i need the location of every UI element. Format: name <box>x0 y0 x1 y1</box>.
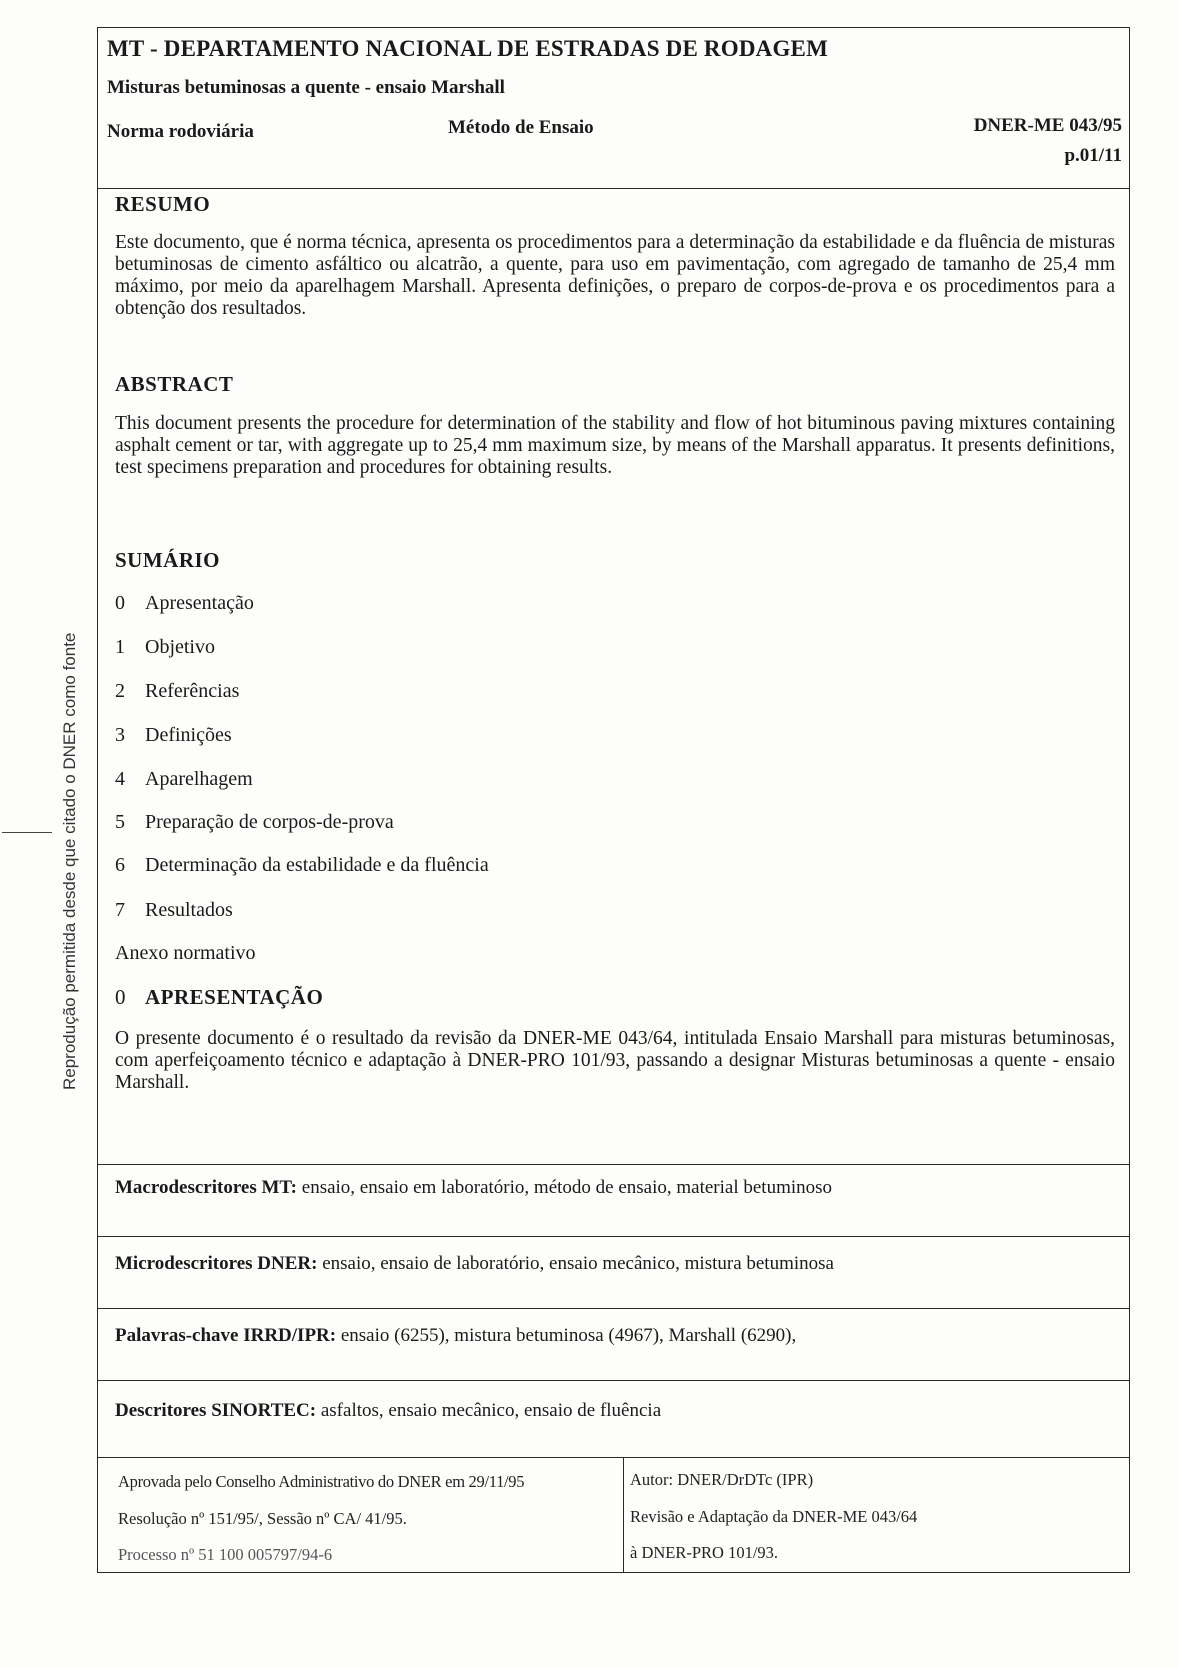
approval-line: Aprovada pelo Conselho Administrativo do DNER em 29/11/95 <box>118 1472 525 1491</box>
author-line: Autor: DNER/DrDTc (IPR) <box>630 1470 814 1489</box>
resumo-text: Este documento, que é norma técnica, apresenta os procedimentos para a determinação da estabilidade e da fluência de misturas betuminosas de cimento asfáltico ou alcatrão, a quente, para uso em pavimentação, com agregado de tamanho de 25,4 mm máximo, por meio da aparelhagem Marshall. Apresenta definições, o preparo de corpos-de-prova e os procedimentos para a obtenção dos resultados. <box>115 232 1115 319</box>
toc-item[interactable]: 5 Preparação de corpos-de-prova <box>115 811 394 833</box>
apresentacao-text: O presente documento é o resultado da revisão da DNER-ME 043/64, intitulada Ensaio Marshall para misturas betuminosas, com aperfeiçoamento técnico e adaptação à DNER-PRO 101/93, passando a designar Misturas betuminosas a quente - ensaio Marshall. <box>115 1028 1115 1093</box>
doc-subtitle: Misturas betuminosas a quente - ensaio Marshall <box>107 77 505 98</box>
toc-annex[interactable]: Anexo normativo <box>115 942 256 964</box>
margin-note: Reprodução permitida desde que citado o DNER como fonte <box>60 632 79 1090</box>
toc-item[interactable]: 6 Determinação da estabilidade e da fluência <box>115 854 489 876</box>
descriptor-divider-1 <box>97 1164 1130 1165</box>
doc-code: DNER-ME 043/95 <box>973 115 1122 136</box>
doc-category: Norma rodoviária <box>107 121 254 142</box>
toc-item[interactable]: 1 Objetivo <box>115 636 215 658</box>
process-line: Processo nº 51 100 005797/94-6 <box>118 1545 333 1564</box>
resolution-line: Resolução nº 151/95/, Sessão nº CA/ 41/95. <box>118 1509 407 1528</box>
doc-type: Método de Ensaio <box>448 117 594 138</box>
descriptor-micro: Microdescritores DNER: ensaio, ensaio de laboratório, ensaio mecânico, mistura betuminosa <box>115 1253 834 1274</box>
sumario-heading: SUMÁRIO <box>115 548 221 572</box>
toc-item[interactable]: 0 Apresentação <box>115 592 254 614</box>
revision-line: Revisão e Adaptação da DNER-ME 043/64 <box>630 1507 918 1526</box>
toc-item[interactable]: 7 Resultados <box>115 899 233 921</box>
org-title: MT - DEPARTAMENTO NACIONAL DE ESTRADAS DE RODAGEM <box>107 36 828 61</box>
toc-item[interactable]: 3 Definições <box>115 724 232 746</box>
descriptor-divider-4 <box>97 1380 1130 1381</box>
descriptor-macro: Macrodescritores MT: ensaio, ensaio em laboratório, método de ensaio, material betuminoso <box>115 1177 833 1198</box>
descriptor-divider-2 <box>97 1236 1130 1237</box>
descriptor-sinortec: Descritores SINORTEC: asfaltos, ensaio mecânico, ensaio de fluência <box>115 1400 662 1421</box>
abstract-heading: ABSTRACT <box>115 372 234 396</box>
header-divider <box>97 188 1130 189</box>
descriptor-keywords: Palavras-chave IRRD/IPR: ensaio (6255), mistura betuminosa (4967), Marshall (6290), <box>115 1325 797 1346</box>
adaptation-line: à DNER-PRO 101/93. <box>630 1543 779 1562</box>
abstract-text: This document presents the procedure for determination of the stability and flow of hot bituminous paving mixtures containing asphalt cement or tar, with aggregate up to 25,4 mm maximum size, by means of the Marshall apparatus. It presents definitions, test specimens preparation and procedures for obtaining results. <box>115 413 1115 478</box>
descriptor-divider-3 <box>97 1308 1130 1309</box>
toc-item[interactable]: 2 Referências <box>115 680 240 702</box>
page-number: p.01/11 <box>1064 145 1122 166</box>
footer-column-divider <box>623 1457 624 1573</box>
apresentacao-heading: 0 APRESENTAÇÃO <box>115 985 324 1009</box>
footer-divider <box>97 1457 1130 1458</box>
toc-item[interactable]: 4 Aparelhagem <box>115 768 253 790</box>
resumo-heading: RESUMO <box>115 192 211 216</box>
margin-mark <box>2 832 52 833</box>
